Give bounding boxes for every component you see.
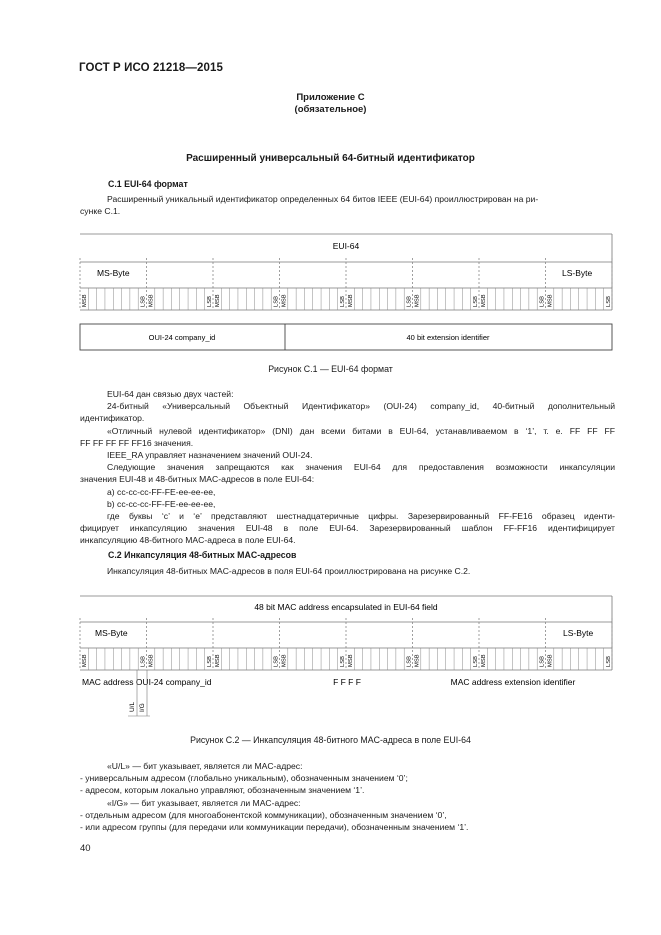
fig1-bit-ticks bbox=[80, 258, 612, 310]
fig1-lsb-label: LSB bbox=[206, 296, 213, 307]
fig2-field-mid: F F F F bbox=[333, 677, 361, 687]
fig2-msb-label: MSB bbox=[215, 654, 222, 667]
fig2-msb-label: MSB bbox=[148, 654, 155, 667]
body-1 bbox=[80, 388, 615, 547]
fig2-lsb-label: LSB bbox=[539, 656, 546, 667]
fig1-msb-label: MSB bbox=[281, 294, 288, 307]
fig2-lsb-label: LSB bbox=[206, 656, 213, 667]
body1-line-12: фицирует инкапсуляцию значения EUI-48 в поле EUI-64. Зарезервированный шаблон FF-FF16 идентифицирует bbox=[80, 523, 615, 534]
standard-header: ГОСТ Р ИСО 21218—2015 bbox=[79, 62, 224, 74]
fig2-msb-label: MSB bbox=[82, 654, 89, 667]
body1-line-3: идентификатор. bbox=[80, 413, 145, 424]
fig1-msb-label: MSB bbox=[82, 294, 89, 307]
body2-line-5: - отдельным адресом (для многоабонентской коммуникации), обозначенным значением ‘0’, bbox=[80, 809, 447, 820]
body1-line-8: значения EUI-48 и 48-битных MAC-адресов в поле EUI-64: bbox=[80, 474, 315, 485]
page-number: 40 bbox=[80, 843, 91, 854]
figure-1-caption: Рисунок С.1 — EUI-64 формат bbox=[268, 364, 393, 374]
body2-line-4: «I/G» — бит указывает, является ли MAC-адрес: bbox=[107, 797, 301, 808]
intro-line-2: сунке С.1. bbox=[80, 206, 121, 217]
body1-line-11: где буквы ‘c’ и ‘e’ представляют шестнадцатеричные цифры. Зарезервированный FF-FE16 образец иденти- bbox=[107, 511, 615, 522]
intro-line-1: Расширенный уникальный идентификатор определенных 64 битов IEEE (EUI-64) проиллюстрирован на ри- bbox=[107, 194, 539, 204]
body1-line-13: инкапсуляцию 48-битного MAC-адреса в поле EUI-64. bbox=[80, 535, 296, 546]
fig1-lsb-label: LSB bbox=[339, 296, 346, 307]
fig2-lsb-label: LSB bbox=[406, 656, 413, 667]
fig1-field-left: OUI-24 company_id bbox=[148, 333, 216, 342]
fig1-lsb-label: LSB bbox=[539, 296, 546, 307]
fig1-lsb-label: LSB bbox=[406, 296, 413, 307]
fig1-msb-label: MSB bbox=[414, 294, 421, 307]
fig1-lsb-label: LSB bbox=[273, 296, 280, 307]
fig1-lsb-label: LSB bbox=[605, 296, 612, 307]
fig1-ls-label: LS-Byte bbox=[562, 268, 593, 278]
figure-1-diagram bbox=[0, 226, 661, 356]
fig2-ls-label: LS-Byte bbox=[563, 628, 594, 638]
figure-2-svg bbox=[0, 590, 661, 720]
body2-line-3: - адресом, которым локально управляют, обозначенным значением ‘1’. bbox=[80, 785, 365, 796]
body1-line-7: Следующие значения запрещаются как значения EUI-64 для предоставления возможности инкапсуляции bbox=[107, 462, 615, 473]
fig1-lsb-label: LSB bbox=[140, 296, 147, 307]
section-c1-heading: С.1 EUI-64 формат bbox=[108, 179, 188, 189]
fig2-msb-label: MSB bbox=[348, 654, 355, 667]
fig1-lsb-label: LSB bbox=[472, 296, 479, 307]
fig2-ul-label: U/L bbox=[129, 701, 136, 712]
fig2-lsb-label: LSB bbox=[472, 656, 479, 667]
fig2-msb-label: MSB bbox=[481, 654, 488, 667]
fig2-bit-ticks bbox=[80, 618, 612, 670]
fig1-msb-label: MSB bbox=[348, 294, 355, 307]
appendix-status: (обязательное) bbox=[294, 104, 367, 115]
fig1-msb-label: MSB bbox=[215, 294, 222, 307]
figure-2-diagram bbox=[0, 590, 661, 720]
fig2-msb-label: MSB bbox=[414, 654, 421, 667]
fig1-field-right: 40 bit extension identifier bbox=[406, 333, 490, 342]
document-title: Расширенный универсальный 64-битный идентификатор bbox=[186, 153, 475, 164]
fig2-bit-labels bbox=[82, 654, 612, 667]
fig2-field-right: MAC address extension identifier bbox=[450, 677, 576, 687]
body1-line-4: «Отличный нулевой идентификатор» (DNI) дан всеми битами в EUI-64, устанавливаемом в ‘1’, т. е. FF FF FF bbox=[107, 425, 615, 436]
fig1-msb-label: MSB bbox=[148, 294, 155, 307]
fig2-top-label: 48 bit MAC address encapsulated in EUI-64 field bbox=[254, 602, 438, 612]
fig2-lsb-label: LSB bbox=[605, 656, 612, 667]
body1-line-6: IEEE_RA управляет назначением значений OUI-24. bbox=[107, 450, 313, 461]
figure-1-svg bbox=[0, 226, 661, 356]
fig1-top-label: EUI-64 bbox=[332, 241, 360, 251]
body1-line-2: 24-битный «Универсальный Объектный Идентификатор» (OUI-24) company_id, 40-битный дополнительный bbox=[107, 401, 615, 412]
figure-2-caption: Рисунок С.2 — Инкапсуляция 48-битного MAC-адреса в поле EUI-64 bbox=[190, 735, 471, 745]
body1-line-1: EUI-64 дан связью двух частей: bbox=[107, 389, 234, 399]
body1-line-9: а) cc-cc-cc-FF-FE-ee-ee-ee, bbox=[107, 486, 216, 497]
fig2-ms-label: MS-Byte bbox=[95, 628, 128, 638]
body-2 bbox=[80, 760, 615, 833]
fig1-bit-labels bbox=[82, 294, 612, 307]
section-c2-heading: С.2 Инкапсуляция 48-битных MAC-адресов bbox=[108, 550, 297, 560]
fig1-ms-label: MS-Byte bbox=[97, 268, 130, 278]
fig1-msb-label: MSB bbox=[547, 294, 554, 307]
section-c2-intro: Инкапсуляция 48-битных MAC-адресов в поля EUI-64 проиллюстрирована на рисунке С.2. bbox=[107, 566, 471, 576]
body1-line-10: b) cc-cc-cc-FF-FE-ee-ee-ee, bbox=[107, 498, 216, 509]
fig2-lsb-label: LSB bbox=[140, 656, 147, 667]
section-c1-intro bbox=[80, 193, 615, 217]
body2-line-6: - или адресом группы (для передачи или коммуникации передачи), обозначенным значением ‘1’. bbox=[80, 822, 469, 833]
fig2-msb-label: MSB bbox=[281, 654, 288, 667]
fig2-lsb-label: LSB bbox=[339, 656, 346, 667]
body2-line-1: «U/L» — бит указывает, является ли MAC-адрес: bbox=[107, 761, 303, 771]
body2-line-2: - универсальным адресом (глобально уникальным), обозначенным значением ‘0’; bbox=[80, 773, 408, 784]
fig2-lsb-label: LSB bbox=[273, 656, 280, 667]
fig2-ig-label: I/G bbox=[139, 703, 146, 712]
body1-line-5: FF FF FF FF FF16 значения. bbox=[80, 437, 194, 448]
appendix-title: Приложение С bbox=[296, 92, 365, 103]
fig2-msb-label: MSB bbox=[547, 654, 554, 667]
fig1-msb-label: MSB bbox=[481, 294, 488, 307]
fig2-field-left: MAC address OUI-24 company_id bbox=[82, 677, 212, 687]
